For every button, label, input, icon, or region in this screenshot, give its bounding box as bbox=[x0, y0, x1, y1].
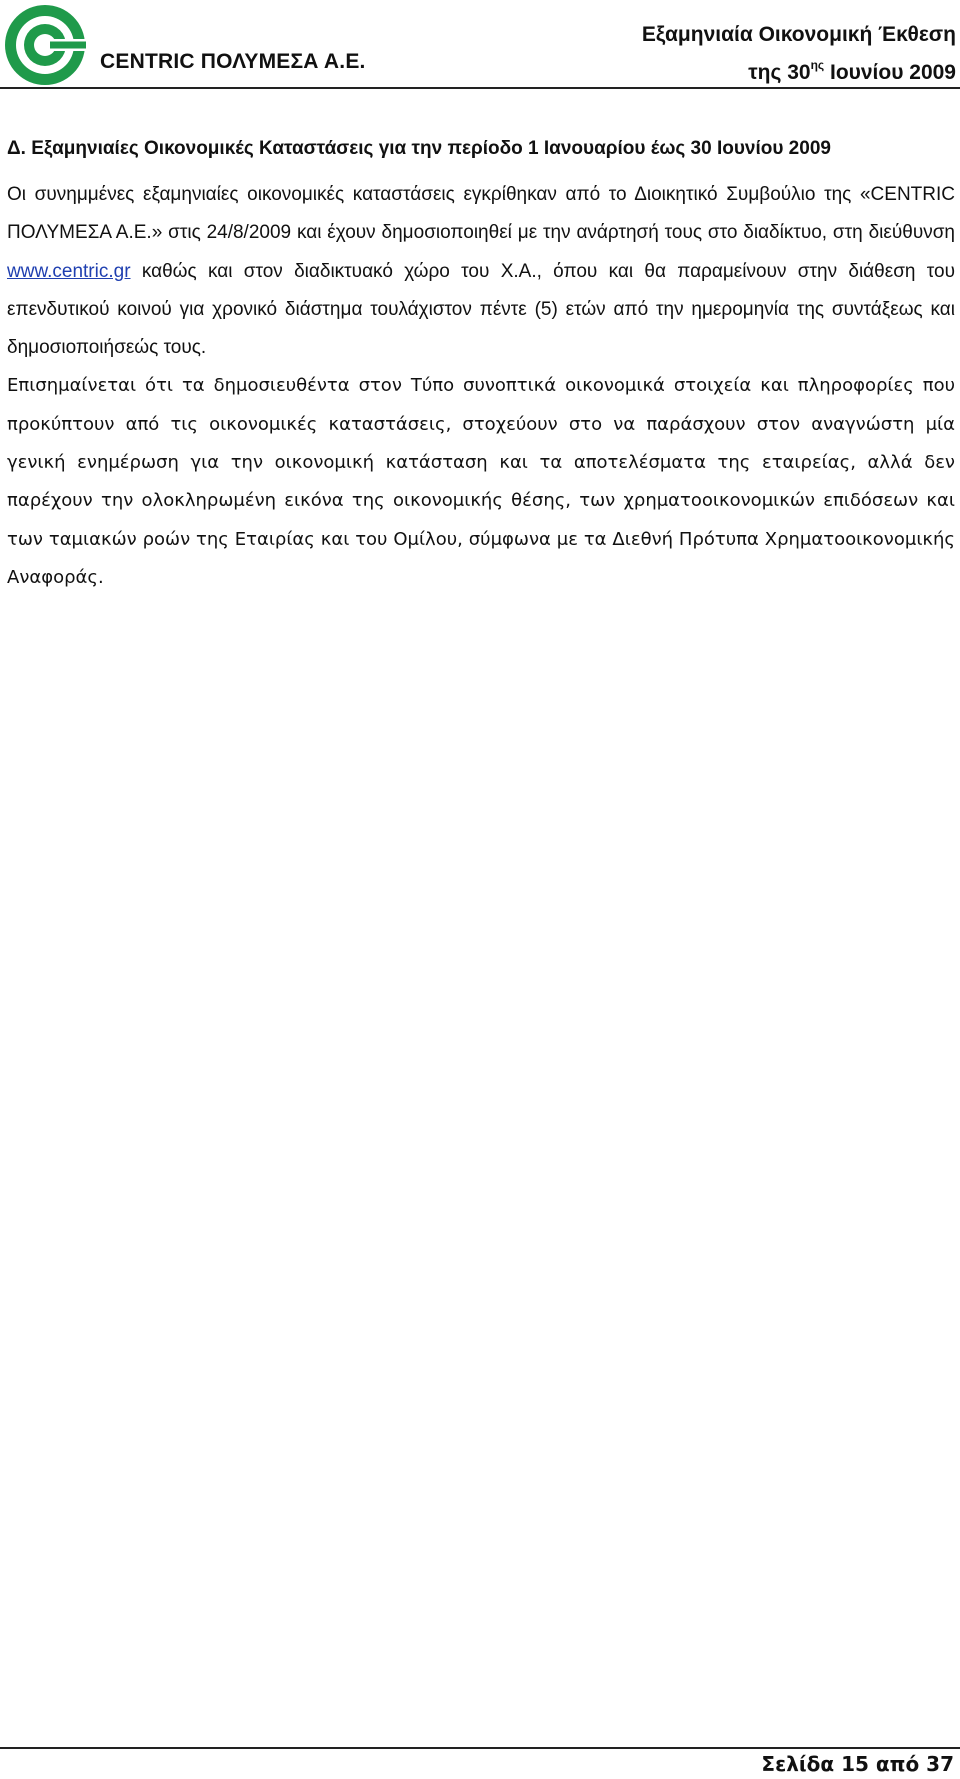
page-header bbox=[0, 0, 960, 88]
report-title bbox=[642, 18, 956, 89]
report-title-superscript: ης bbox=[810, 58, 825, 72]
header-divider bbox=[0, 87, 960, 89]
centric-website-link[interactable]: www.centric.gr bbox=[7, 260, 131, 282]
report-title-line1: Εξαμηνιαία Οικονομική Έκθεση bbox=[641, 23, 956, 46]
page-number: Σελίδα 15 από 37 bbox=[761, 1752, 954, 1776]
paragraph-approval-text-2: καθώς και στον διαδικτυακό χώρο του Χ.Α., όπου και θα παραμείνουν στην διάθεση του επενδυτικού κοινού για χρονικό διάστημα τουλάχιστον πέντε (5) ετών από την ημερομηνία της συντάξεως και δημοσιοποιήσεώς τους. bbox=[7, 260, 955, 359]
footer-divider bbox=[0, 1747, 960, 1749]
report-title-line2 bbox=[642, 51, 956, 89]
paragraph-approval bbox=[7, 176, 955, 367]
report-title-prefix: της 30 bbox=[748, 61, 811, 84]
document-body bbox=[7, 130, 955, 597]
centric-logo-icon bbox=[4, 4, 86, 86]
company-name: CENTRIC ΠΟΛΥΜΕΣΑ Α.Ε. bbox=[100, 50, 366, 73]
paragraph-approval-text-1: Οι συνημμένες εξαμηνιαίες οικονομικές καταστάσεις εγκρίθηκαν από το Διοικητικό Συμβούλιο της «CENTRIC ΠΟΛΥΜΕΣΑ Α.Ε.» στις 24/8/2009 και έχουν δημοσιοποιηθεί με την ανάρτησή τους στο διαδίκτυο, στη διεύθυνση bbox=[7, 184, 955, 244]
section-heading: Δ. Εξαμηνιαίες Οικονομικές Καταστάσεις για την περίοδο 1 Ιανουαρίου έως 30 Ιουνίου 2009 bbox=[7, 138, 831, 159]
report-title-suffix: Ιουνίου 2009 bbox=[824, 61, 956, 84]
paragraph-disclaimer: Επισημαίνεται ότι τα δημοσιευθέντα στον Τύπο συνοπτικά οικονομικά στοιχεία και πληροφορίες που προκύπτουν από τις οικονομικές καταστάσεις, στοχεύουν στο να παράσχουν στον αναγνώστη μία γενική ενημέρωση για την οικονομική κατάσταση και τα αποτελέσματα της εταιρείας, αλλά δεν παρέχουν την ολοκληρωμένη εικόνα της οικονομικής θέσης, των χρηματοοικονομικών επιδόσεων και των ταμιακών ροών της Εταιρίας και του Ομίλου, σύμφωνα με τα Διεθνή Πρότυπα Χρηματοοικονομικής Αναφοράς. bbox=[7, 375, 955, 588]
